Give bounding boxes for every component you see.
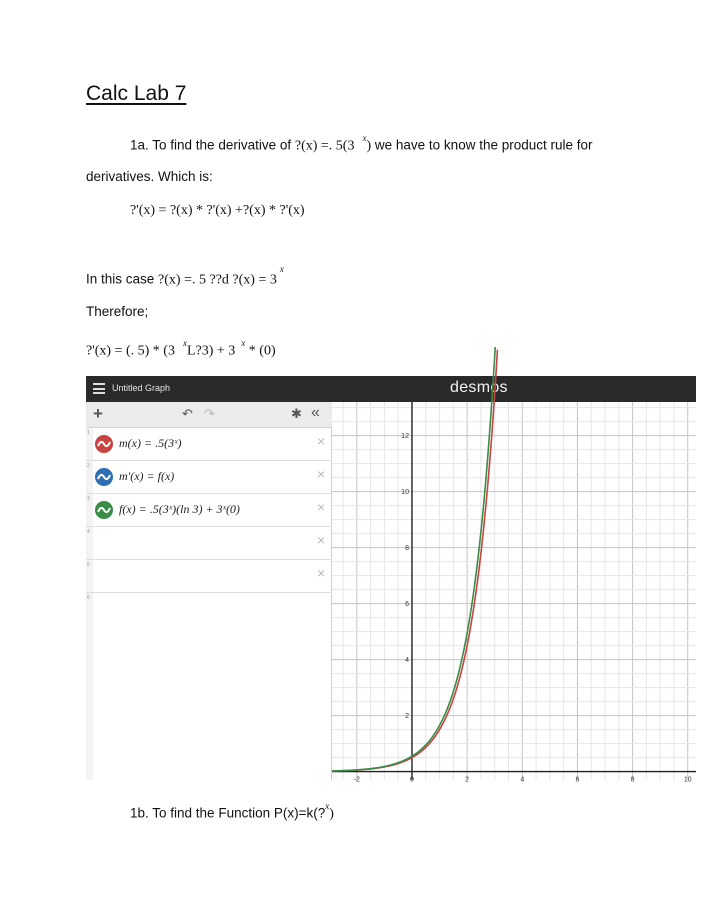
graph-background xyxy=(332,402,696,780)
result-superscript-1: x xyxy=(182,338,187,348)
result-part-b: L?3) + 3 xyxy=(186,343,236,359)
expression-row-6[interactable] xyxy=(86,593,332,780)
expression-number: 1 xyxy=(87,430,90,436)
expression-latex[interactable]: m(x) = .5(3ˣ) xyxy=(119,436,182,450)
x-tick-label: 10 xyxy=(683,776,692,784)
red-wave-icon[interactable] xyxy=(95,435,113,453)
y-tick-label: 10 xyxy=(401,489,409,497)
p1b-superscript: x xyxy=(325,801,330,811)
expression-latex[interactable]: m'(x) = f(x) xyxy=(119,469,175,483)
derivative-result xyxy=(86,338,276,360)
expression-panel xyxy=(86,402,332,780)
y-tick-label: 4 xyxy=(405,657,409,665)
hamburger-menu-icon[interactable] xyxy=(93,383,105,394)
add-expression-button[interactable]: + xyxy=(93,404,103,423)
paragraph-1a xyxy=(130,133,593,155)
x-tick-label: 8 xyxy=(630,776,635,784)
case-prefix: In this case xyxy=(86,271,159,287)
case-superscript: x xyxy=(279,264,284,274)
x-tick-label: -2 xyxy=(353,776,360,784)
expression-row-2[interactable] xyxy=(86,461,332,494)
result-superscript-2: x xyxy=(241,338,246,348)
p1-superscript: x xyxy=(362,133,367,143)
x-tick-label: 6 xyxy=(575,776,580,784)
settings-gear-icon[interactable]: ✱ xyxy=(291,406,302,421)
desmos-header xyxy=(86,376,696,402)
expression-number: 2 xyxy=(87,463,90,469)
p1-close: ) xyxy=(366,138,372,154)
delete-expression-icon[interactable]: × xyxy=(317,466,326,482)
p1b-prefix: 1b. To find the Function P(x)=k(? xyxy=(130,805,326,821)
collapse-panel-icon[interactable]: « xyxy=(311,404,320,421)
expression-toolbar xyxy=(86,402,332,428)
expression-row-3[interactable] xyxy=(86,494,332,527)
result-part-a: ?'(x) = (. 5) * (3 xyxy=(86,343,175,359)
p1-expression: ?(x) =. 5(3 xyxy=(294,138,355,154)
paragraph-case xyxy=(86,264,284,289)
paragraph-derivatives: derivatives. Which is: xyxy=(86,169,213,184)
undo-icon[interactable]: ↶ xyxy=(182,406,193,421)
paragraph-1b xyxy=(130,801,334,823)
x-tick-label: 2 xyxy=(465,776,470,784)
expression-row-4[interactable] xyxy=(86,527,332,560)
y-tick-label: 2 xyxy=(405,713,409,721)
expression-number: 4 xyxy=(87,529,90,535)
delete-expression-icon[interactable]: × xyxy=(317,433,326,449)
y-tick-label: 6 xyxy=(405,601,409,609)
p1b-close: ) xyxy=(329,806,334,822)
document-title: Calc Lab 7 xyxy=(86,82,187,105)
product-rule-formula: ?'(x) = ?(x) * ?'(x) +?(x) * ?'(x) xyxy=(130,203,305,218)
y-tick-label: 8 xyxy=(405,545,409,553)
expression-number: 3 xyxy=(87,496,90,502)
expression-row-1[interactable] xyxy=(86,428,332,461)
expression-latex[interactable]: f(x) = .5(3ˣ)(ln 3) + 3ˣ(0) xyxy=(119,502,240,516)
delete-expression-icon[interactable]: × xyxy=(317,532,326,548)
result-part-c: * (0) xyxy=(245,343,276,359)
desmos-screenshot xyxy=(86,376,696,784)
expression-number: 5 xyxy=(87,562,90,568)
expression-number: 6 xyxy=(87,595,90,601)
expression-row-5[interactable] xyxy=(86,560,332,593)
green-wave-icon[interactable] xyxy=(95,501,113,519)
blue-wave-icon[interactable] xyxy=(95,468,113,486)
p1-prefix: 1a. To find the derivative of xyxy=(130,137,295,153)
p1-suffix: we have to know the product rule for xyxy=(371,137,593,153)
desmos-logo: desmos xyxy=(450,379,508,396)
delete-expression-icon[interactable]: × xyxy=(317,565,326,581)
delete-expression-icon[interactable]: × xyxy=(317,499,326,515)
x-tick-label: 0 xyxy=(410,776,414,784)
case-expression: ?(x) =. 5 ??d ?(x) = 3 xyxy=(158,272,277,288)
paragraph-therefore: Therefore; xyxy=(86,304,149,319)
graph-title[interactable]: Untitled Graph xyxy=(112,383,171,393)
y-tick-label: 12 xyxy=(401,433,409,441)
graph-canvas[interactable] xyxy=(332,402,696,784)
redo-icon[interactable]: ↷ xyxy=(204,406,215,421)
x-tick-label: 4 xyxy=(520,776,525,784)
